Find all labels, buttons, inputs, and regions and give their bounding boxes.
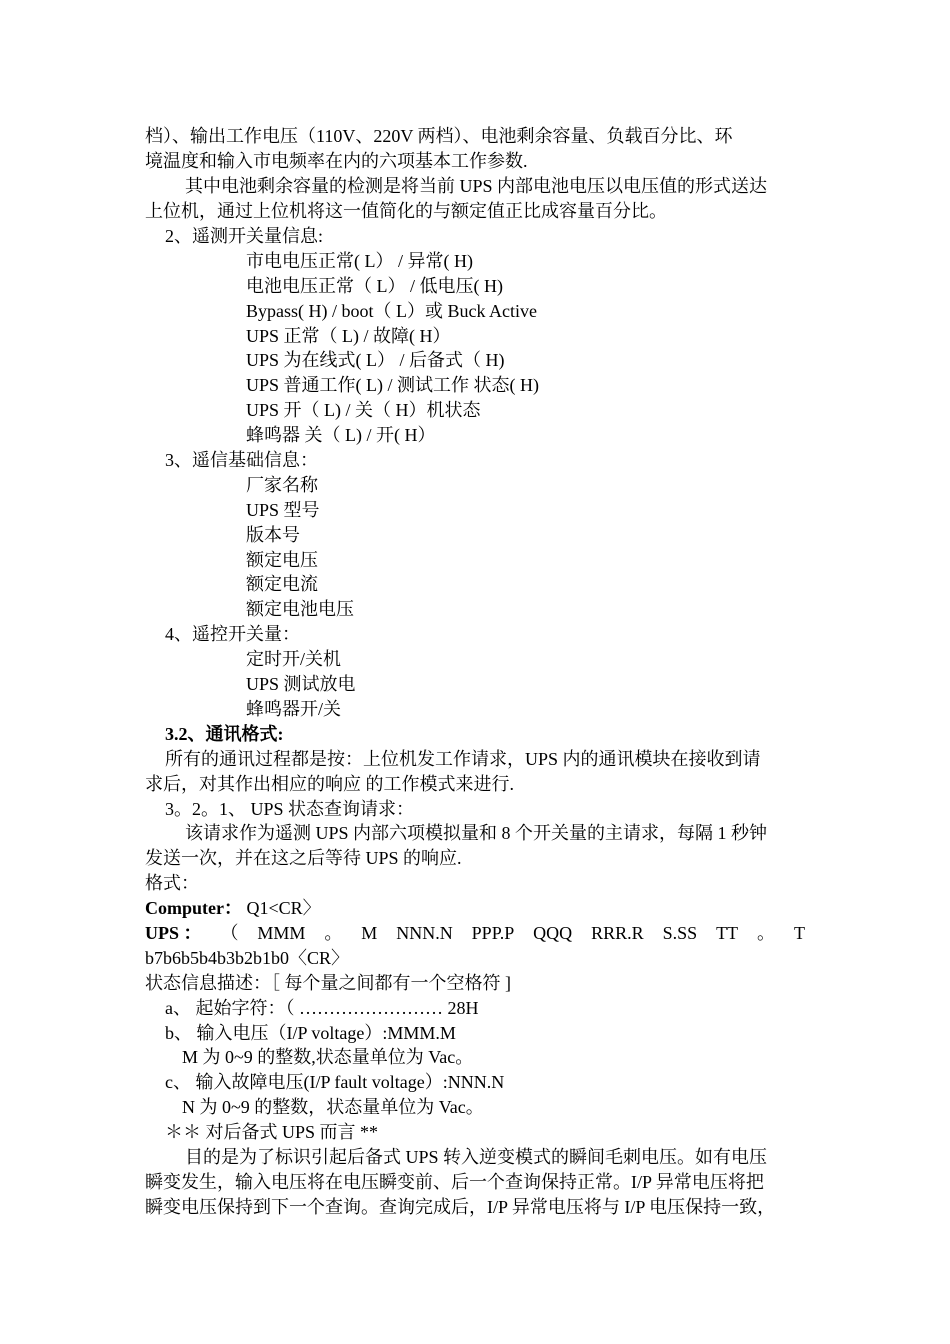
- paragraph-line: 瞬变电压保持到下一个查询。查询完成后，I/P 异常电压将与 I/P 电压保持一致，: [145, 1197, 776, 1217]
- paragraph-line: N 为 0~9 的整数，状态量单位为 Vac。: [182, 1097, 484, 1117]
- paragraph-line: 其中电池剩余容量的检测是将当前 UPS 内部电池电压以电压值的形式送达: [185, 176, 768, 196]
- paragraph-line: 求后，对其作出相应的响应 的工作模式来进行.: [145, 774, 514, 794]
- list-item: 市电电压正常( L） / 异常( H): [246, 251, 473, 271]
- computer-format-line: [145, 896, 321, 921]
- section-heading: 2、遥测开关量信息:: [165, 226, 324, 246]
- list-item: UPS 测试放电: [246, 674, 356, 694]
- list-item: 厂家名称: [246, 475, 318, 495]
- computer-command: Q1<CR〉: [246, 898, 321, 918]
- format-token: 。: [324, 923, 343, 943]
- format-token: TT: [716, 923, 739, 943]
- section-heading: 4、遥控开关量：: [165, 624, 300, 644]
- paragraph-line: 该请求作为遥测 UPS 内部六项模拟量和 8 个开关量的主请求，每隔 1 秒钟: [185, 823, 768, 843]
- paragraph-line: M 为 0~9 的整数,状态量单位为 Vac。: [182, 1047, 474, 1067]
- paragraph-line: 境温度和输入市电频率在内的六项基本工作参数.: [145, 151, 528, 171]
- paragraph-line: 发送一次，并在这之后等待 UPS 的响应.: [145, 848, 462, 868]
- list-item: 蜂鸣器开/关: [246, 699, 342, 719]
- list-item: 额定电流: [246, 574, 318, 594]
- list-item: UPS 型号: [246, 500, 320, 520]
- list-item: 额定电池电压: [246, 599, 354, 619]
- ups-format-line: [145, 921, 805, 946]
- section-heading: 3。2。1、 UPS 状态查询请求：: [165, 799, 415, 819]
- list-item: 蜂鸣器 关（ L) / 开( H）: [246, 425, 436, 445]
- paragraph-line: 格式：: [145, 873, 199, 893]
- paragraph-line: 所有的通讯过程都是按：上位机发工作请求，UPS 内的通讯模块在接收到请: [165, 749, 761, 769]
- list-item: UPS 为在线式( L） / 后备式（ H): [246, 350, 505, 370]
- list-item: Bypass( H) / boot（ L）或 Buck Active: [246, 301, 537, 321]
- format-token: （: [220, 923, 239, 943]
- list-item: c、 输入故障电压(I/P fault voltage）:NNN.N: [165, 1072, 505, 1092]
- paragraph-line: 档）、输出工作电压（110V、220V 两档）、电池剩余容量、负载百分比、环: [145, 126, 733, 146]
- format-token: 。: [757, 923, 775, 943]
- section-heading: 3、遥信基础信息：: [165, 450, 318, 470]
- ups-label: UPS ：: [145, 923, 202, 943]
- section-heading: 3.2、通讯格式:: [165, 724, 284, 744]
- format-token: T: [793, 923, 805, 943]
- list-item: b、 输入电压（I/P voltage）:MMM.M: [165, 1023, 456, 1043]
- paragraph-line: b7b6b5b4b3b2b1b0〈CR〉: [145, 948, 350, 968]
- list-item: UPS 开（ L) / 关（ H）机状态: [246, 400, 481, 420]
- list-item: 额定电压: [246, 550, 318, 570]
- format-token: M: [361, 923, 378, 943]
- format-token: S.SS: [662, 923, 698, 943]
- paragraph-line: 状态信息描述：［ 每个量之间都有一个空格符 ]: [145, 973, 511, 993]
- computer-label: Computer：: [145, 898, 242, 918]
- list-item: 定时开/关机: [246, 649, 342, 669]
- note-heading: ＊＊ 对后备式 UPS 而言 **: [165, 1122, 379, 1142]
- paragraph-line: 上位机，通过上位机将这一值简化的与额定值正比成容量百分比。: [145, 201, 667, 221]
- format-token: MMM: [257, 923, 306, 943]
- list-item: UPS 正常（ L) / 故障( H）: [246, 326, 451, 346]
- paragraph-line: 瞬变发生，输入电压将在电压瞬变前、后一个查询保持正常。I/P 异常电压将把: [145, 1172, 764, 1192]
- format-token: PPP.P: [471, 923, 515, 943]
- list-item: UPS 普通工作( L) / 测试工作 状态( H): [246, 375, 539, 395]
- format-token: QQQ: [533, 923, 573, 943]
- list-item: a、 起始字符：（ …………………… 28H: [165, 998, 479, 1018]
- format-token: RRR.R: [591, 923, 644, 943]
- paragraph-line: 目的是为了标识引起后备式 UPS 转入逆变模式的瞬间毛刺电压。如有电压: [185, 1147, 768, 1167]
- format-token: NNN.N: [396, 923, 453, 943]
- list-item: 电池电压正常（ L） / 低电压( H): [246, 276, 503, 296]
- list-item: 版本号: [246, 525, 300, 545]
